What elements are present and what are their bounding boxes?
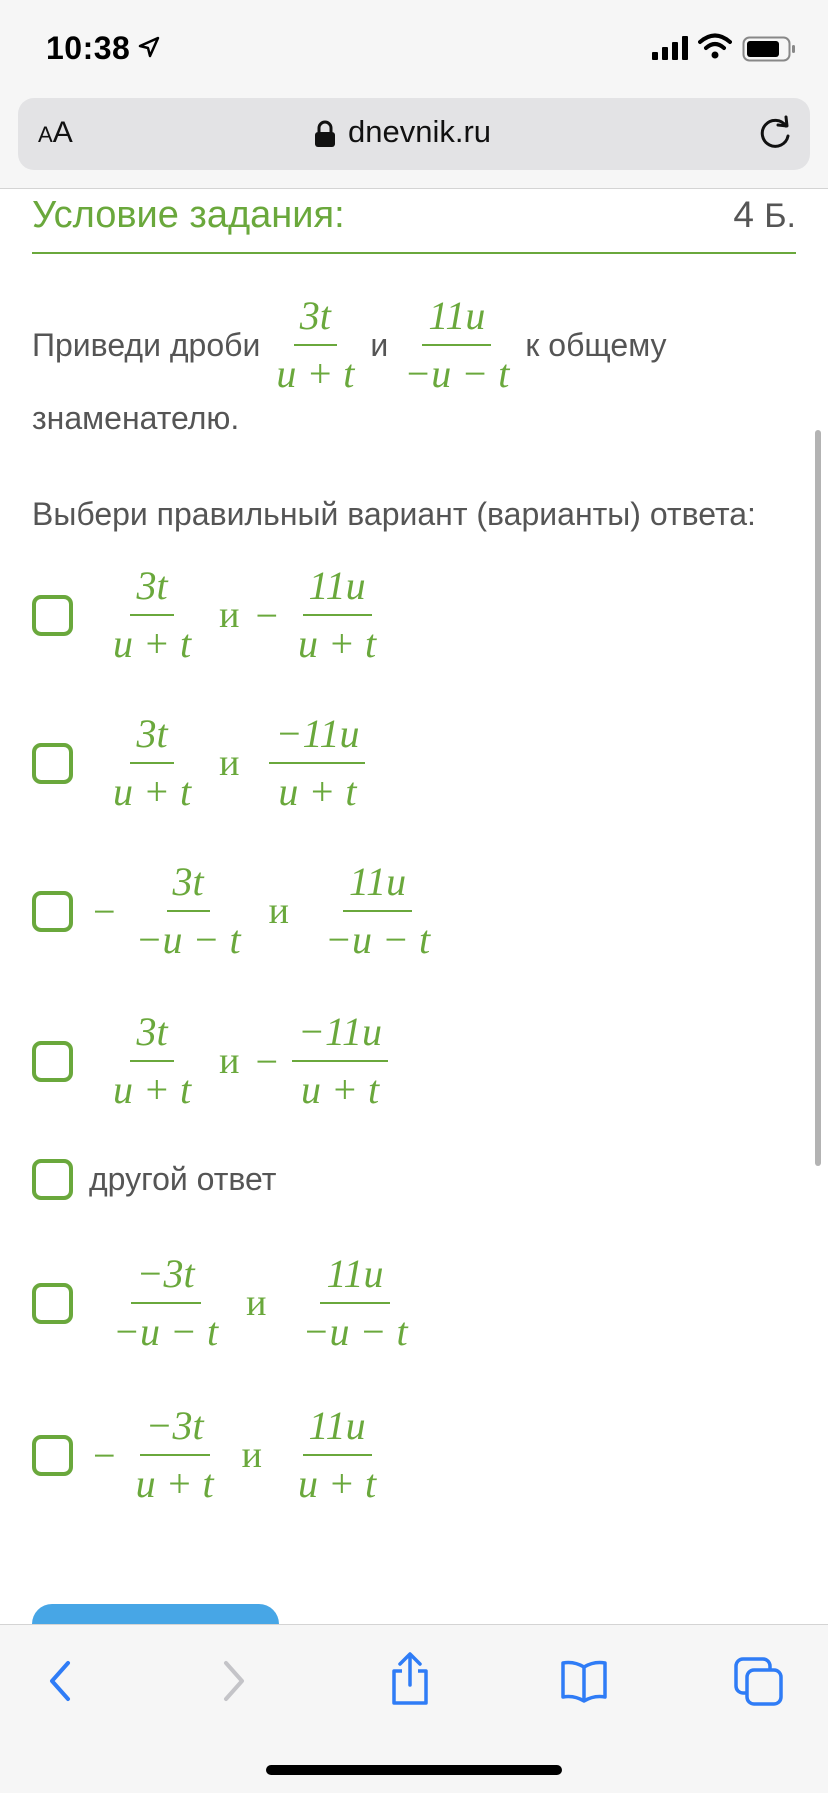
checkbox[interactable] (32, 1283, 73, 1324)
option-fraction-b: $\frac{11u}{-u - t}$ (325, 859, 431, 962)
back-icon[interactable] (44, 1657, 76, 1705)
signal-icon (652, 36, 690, 60)
home-indicator (266, 1765, 562, 1775)
option-fraction-a: $\frac{3t}{-u - t}$ (135, 859, 241, 962)
answer-instruction: Выбери правильный вариант (варианты) ответа: (32, 496, 756, 532)
question-suffix: к общему (525, 326, 667, 363)
answer-option-3[interactable]: − $\frac{3t}{-u - t}$ и $\frac{11u}{-u - t}$ (32, 856, 446, 966)
option-fraction-a: $\frac{-3t}{-u - t}$ (113, 1251, 219, 1354)
url-text[interactable]: dnevnik.ru (348, 114, 492, 149)
question-fraction-1: $\frac{3t}{u + t}$ (276, 293, 355, 396)
answer-option-2[interactable]: $\frac{3t}{u + t}$ и $\frac{-11u}{u + t}$ (32, 708, 375, 818)
question-text-line2: знаменателю. (32, 400, 240, 436)
option-fraction-b: $\frac{-11u}{u + t}$ (292, 1010, 388, 1112)
option-fraction-a: $\frac{3t}{u + t}$ (113, 1009, 192, 1112)
option-fraction-a: $\frac{-3t}{u + t}$ (135, 1403, 214, 1506)
checkbox[interactable] (32, 1435, 73, 1476)
question-prefix: Приведи дроби (32, 326, 261, 363)
tabs-icon[interactable] (734, 1657, 784, 1707)
checkbox[interactable] (32, 1041, 73, 1082)
task-header (32, 190, 796, 254)
checkbox[interactable] (32, 743, 73, 784)
answer-option-6[interactable]: $\frac{-3t}{-u - t}$ и $\frac{11u}{-u - t}$ (32, 1248, 424, 1358)
lock-icon (314, 120, 336, 148)
status-time: 10:38 (46, 30, 131, 66)
option-fraction-b: $\frac{11u}{-u - t}$ (302, 1251, 408, 1354)
answer-option-7[interactable]: − $\frac{-3t}{u + t}$ и $\frac{11u}{u + t}$ (32, 1400, 392, 1510)
question-conjunction: и (370, 326, 389, 363)
option-fraction-a: $\frac{3t}{u + t}$ (113, 563, 192, 666)
question-text (32, 290, 667, 400)
checkbox[interactable] (32, 891, 73, 932)
forward-icon[interactable] (218, 1657, 250, 1705)
reload-icon[interactable] (756, 114, 794, 152)
option-text: другой ответ (89, 1160, 277, 1197)
page-scrollbar[interactable] (815, 430, 821, 1166)
checkbox[interactable] (32, 595, 73, 636)
option-fraction-b: $\frac{11u}{u + t}$ (298, 1403, 377, 1506)
status-bar (0, 0, 828, 94)
checkbox[interactable] (32, 1159, 73, 1200)
option-fraction-b: $\frac{11u}{u + t}$ (298, 563, 377, 666)
text-size-button[interactable]: AA (38, 116, 73, 149)
answer-option-5[interactable] (32, 1124, 276, 1234)
option-fraction-a: $\frac{3t}{u + t}$ (113, 711, 192, 814)
browser-chrome (0, 94, 828, 189)
address-bar[interactable] (18, 98, 810, 170)
answer-option-1[interactable]: $\frac{3t}{u + t}$ и − $\frac{11u}{u + t}$ (32, 560, 392, 670)
wifi-icon (698, 33, 732, 59)
task-title: Условие задания: (32, 194, 345, 236)
option-fraction-b: $\frac{-11u}{u + t}$ (269, 712, 365, 814)
battery-icon (742, 36, 796, 62)
question-fraction-2: $\frac{11u}{-u - t}$ (404, 293, 510, 396)
answer-option-4[interactable]: $\frac{3t}{u + t}$ и − $\frac{-11u}{u + t}$ (32, 1006, 398, 1116)
share-icon[interactable] (388, 1651, 432, 1707)
bookmarks-icon[interactable] (560, 1657, 608, 1705)
task-points: 4 Б. (733, 194, 796, 235)
location-arrow-icon (138, 36, 160, 58)
